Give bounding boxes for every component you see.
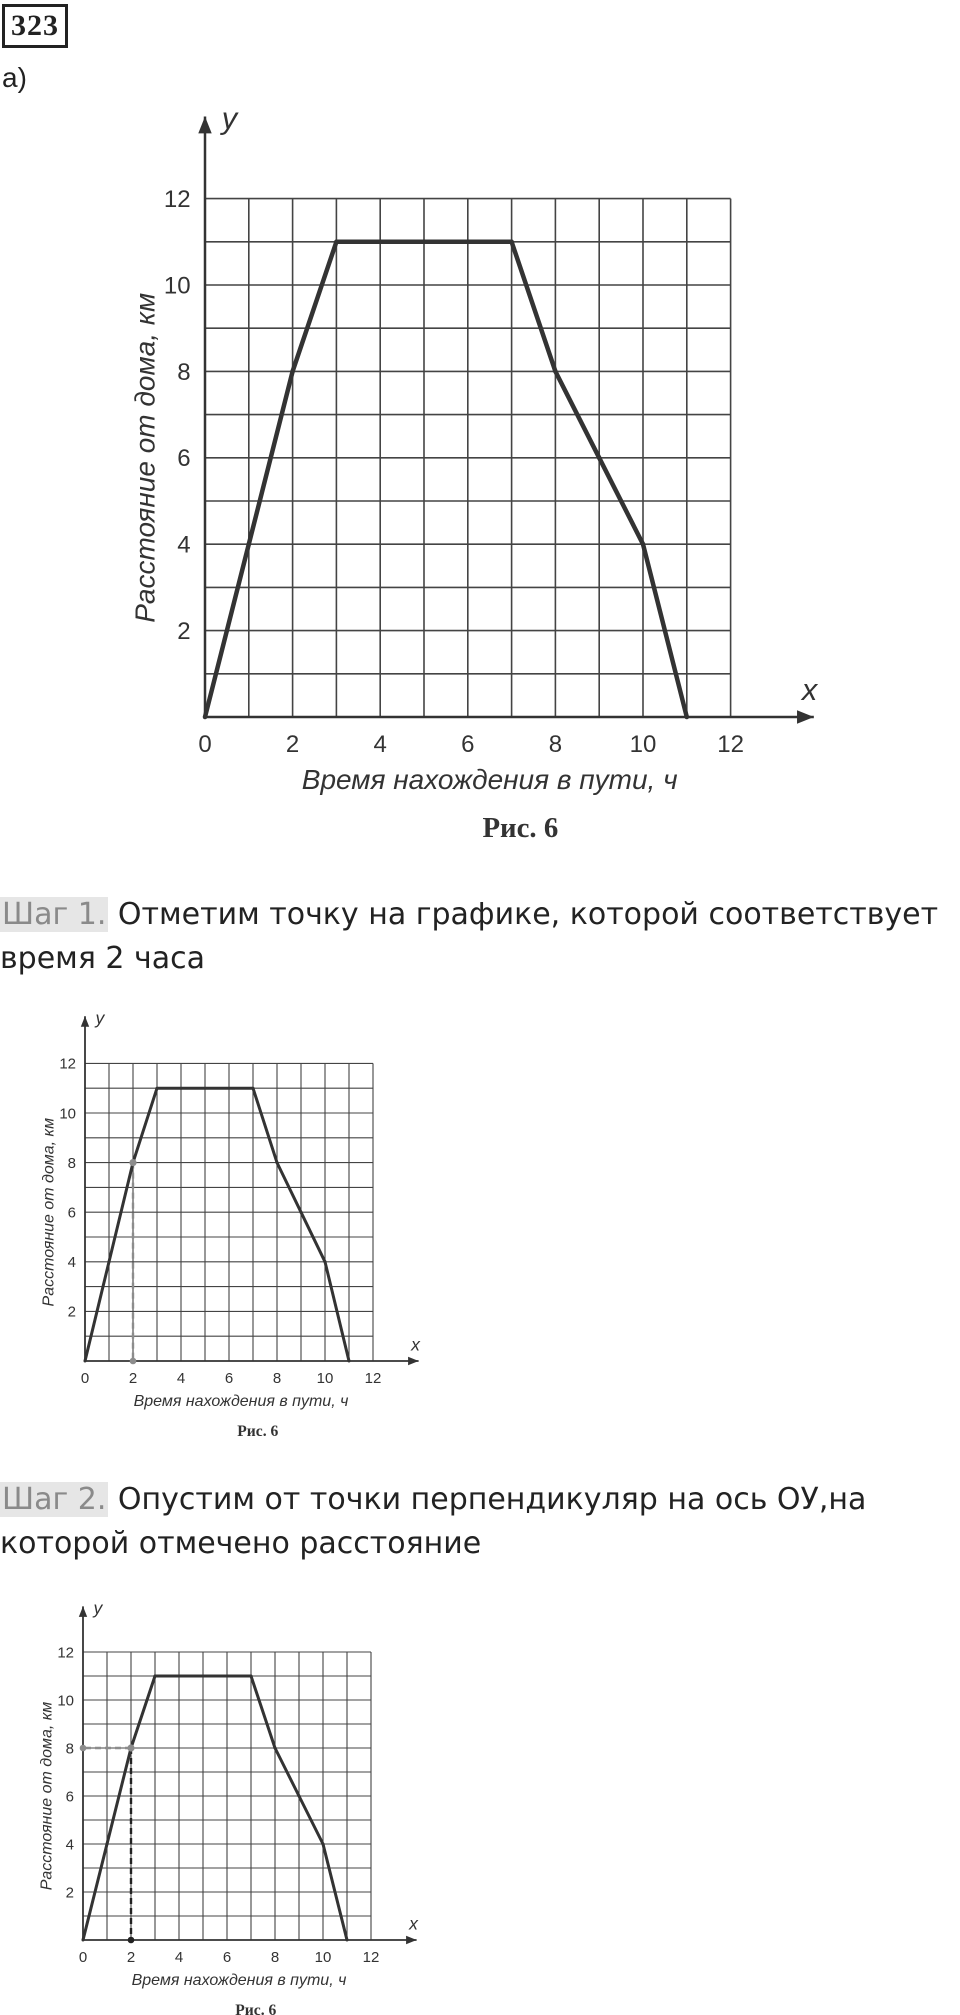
y-tick-label: 12: [163, 186, 191, 213]
s1-y-tick-label: 12: [59, 1055, 76, 1073]
s2-data-point: [106, 1843, 109, 1846]
y-tick-label: 2: [177, 618, 191, 645]
s1-y-axis-name: y: [95, 1007, 105, 1028]
x-axis-label: Время нахождения в пути, ч: [301, 764, 678, 795]
s1-y-tick-label: 8: [67, 1154, 76, 1172]
y-tick-label: 4: [177, 531, 191, 559]
s2-data-point: [154, 1675, 157, 1678]
step-1-label: Шаг 1.: [2, 897, 107, 932]
x-tick-label: 10: [629, 730, 657, 758]
s1-x-axis-label: Время нахождения в пути, ч: [133, 1393, 349, 1410]
problem-number: 323: [2, 4, 68, 48]
s2-marker-point: [127, 1744, 134, 1751]
s2-data-point: [82, 1939, 85, 1942]
s2-y-tick-label: 4: [65, 1836, 74, 1854]
x-tick-label: 4: [373, 730, 387, 758]
y-axis-name: y: [221, 100, 238, 136]
x-tick-label: 12: [717, 730, 744, 758]
step-2-label: Шаг 2.: [2, 1482, 107, 1517]
s2-y-tick-label: 8: [65, 1740, 74, 1758]
s2-data-point: [322, 1843, 325, 1846]
s2-x-tick-label: 6: [222, 1948, 232, 1966]
x-tick-label: 6: [461, 730, 475, 758]
y-tick-label: 10: [163, 272, 191, 300]
step-1-body: Отметим точку на графике, которой соответствует время 2 часа: [0, 897, 939, 976]
step-2-body: Опустим от точки перпендикуляр на ось ОУ,на которой отмечено расстояние: [0, 1482, 867, 1561]
s2-x-axis-name: x: [409, 1913, 418, 1934]
s2-y-axis-label: Расстояние от дома, км: [38, 1701, 56, 1891]
s2-x-axis-arrow: [406, 1936, 417, 1944]
s1-y-tick-label: 6: [67, 1204, 76, 1222]
y-tick-label: 6: [177, 445, 191, 473]
y-axis-label: Расстояние от дома, км: [129, 292, 161, 623]
s2-data-point: [274, 1747, 277, 1750]
s2-y-tick-label: 6: [65, 1788, 74, 1806]
s2-data-point: [250, 1675, 253, 1678]
s1-y-tick-label: 2: [67, 1303, 76, 1321]
s1-x-tick-label: 8: [272, 1369, 282, 1387]
s2-figure-caption: Рис. 6: [235, 2002, 277, 2015]
part-label: а): [2, 62, 27, 93]
s2-x-tick-label: 2: [126, 1948, 136, 1966]
s1-x-tick-label: 2: [128, 1369, 138, 1387]
s2-data-point: [346, 1939, 349, 1942]
s1-figure-caption: Рис. 6: [237, 1423, 279, 1440]
s1-y-tick-label: 4: [67, 1254, 76, 1272]
s2-y-axis-name: y: [93, 1597, 103, 1618]
s2-x-axis-label: Время нахождения в пути, ч: [131, 1972, 347, 1989]
s2-marker-x-axis: [128, 1937, 135, 1944]
figure-caption: Рис. 6: [482, 812, 559, 844]
s1-y-tick-label: 10: [59, 1105, 76, 1123]
x-tick-label: 8: [548, 730, 563, 758]
s1-x-axis-name: x: [411, 1334, 420, 1355]
s2-x-tick-label: 12: [362, 1948, 380, 1966]
x-tick-label: 2: [285, 730, 300, 758]
s2-y-tick-label: 10: [57, 1692, 74, 1710]
y-tick-label: 8: [177, 358, 191, 386]
x-tick-label: 0: [198, 730, 212, 758]
s1-x-tick-label: 0: [80, 1369, 90, 1387]
s1-x-tick-label: 6: [224, 1369, 234, 1387]
s2-marker-y-axis: [80, 1745, 87, 1752]
s2-data-point: [298, 1795, 301, 1798]
x-axis-name: x: [801, 672, 818, 708]
s2-y-tick-label: 2: [65, 1884, 74, 1902]
s2-y-tick-label: 12: [57, 1644, 74, 1662]
s2-x-tick-label: 4: [174, 1948, 184, 1966]
s1-x-tick-label: 12: [364, 1369, 382, 1387]
s2-x-tick-label: 8: [270, 1948, 280, 1966]
s2-y-axis-arrow: [79, 1606, 87, 1617]
s2-x-tick-label: 10: [314, 1948, 332, 1966]
s2-series-line: [83, 1676, 347, 1940]
s1-x-tick-label: 10: [316, 1369, 334, 1387]
s1-y-axis-label: Расстояние от дома, км: [40, 1117, 58, 1307]
s1-x-tick-label: 4: [176, 1369, 186, 1387]
s2-x-tick-label: 0: [78, 1948, 88, 1966]
